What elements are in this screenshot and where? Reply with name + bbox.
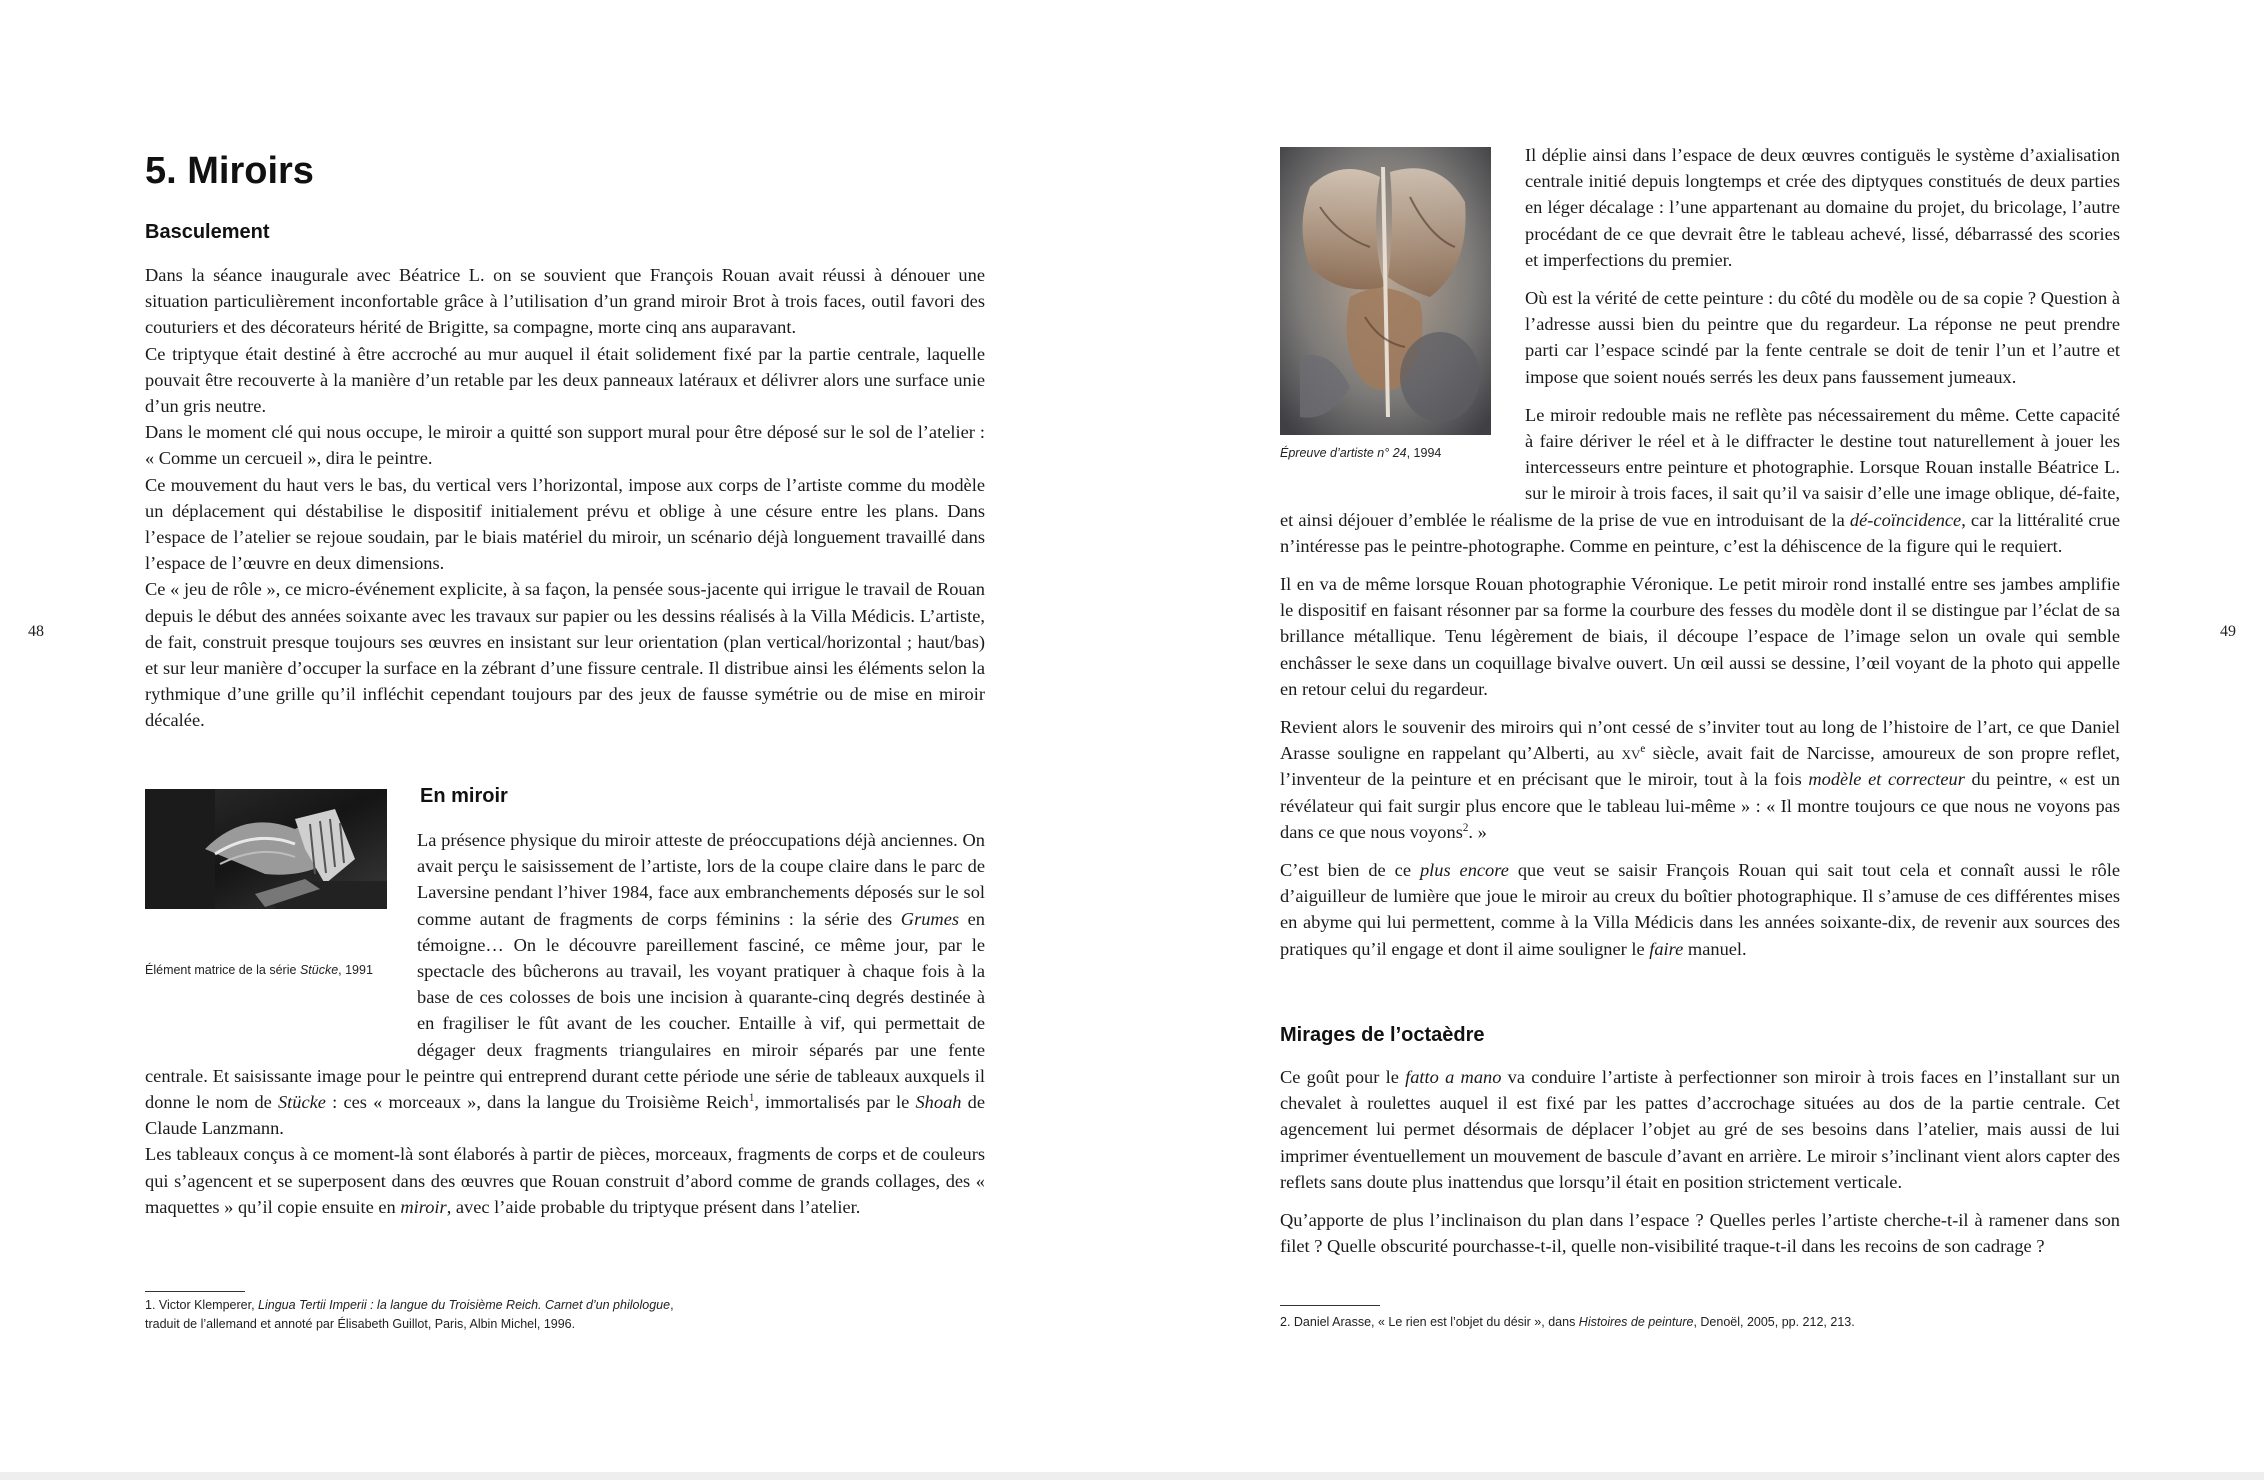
paragraph: La présence physique du miroir atteste de préoccupations déjà anciennes. On avait perçu le saisissement de l’artiste, lors de la coupe claire dans le parc de Laversine pendant l’hiver 1984, face aux embranchements déposés sur le sol comme autant de fragments de corps féminins : la série des Grumes en témoigne… On le découvre pareillement fasciné, ce même jour, par le spectacle des bûcherons au travail, les voyant pratiquer à chaque fois à la base de ces colosses de bois une incision à quarante-cinq degrés destinée à en fragiliser le fût avant de les coucher. Entaille à vif, qui permettait de dégager deux fragments triangulaires en miroir séparés par une fente centrale. Et saisissante image pour le peintre qui entreprend durant cette période une série de tableaux auxquels il donne le nom de Stücke : ces « morceaux », dans la langue du Troisième Reich$^1$, immortalisés par le Shoah de Claude Lanzmann. bbox=[145, 830, 986, 1139]
paragraph: Où est la vérité de cette peinture : du côté du modèle ou de sa copie ? Question à l’adresse aussi bien du peintre que du regardeur. La réponse ne peut prendre parti car l’espace scindé par la fente centrale se doit de tenir l’un et l’autre et impose que soient noués serrés les deux pans faussement jumeaux. bbox=[1525, 288, 2120, 387]
right-text-main bbox=[1280, 142, 2120, 962]
paragraph: C’est bien de ce plus encore que veut se saisir François Rouan qui sait tout cela et connaît aussi le rôle d’aiguilleur de lumière que joue le miroir au creux du boîtier photographique. Il s’amuse de ces différentes mises en abyme qui lui permettent, comme à la Villa Médicis dans les années soixante-dix, de revenir aux sources des pratiques qu’il engage et dont il aime souligner le faire manuel. bbox=[1280, 860, 2120, 959]
footnote-1: 1. Victor Klemperer, Lingua Tertii Imperii : la langue du Troisième Reich. Carnet d’un philologue, traduit de l’allemand et annoté par Élisabeth Guillot, Paris, Albin Michel, 1996. bbox=[145, 1298, 674, 1331]
paragraph: Ce « jeu de rôle », ce micro-événement explicite, à sa façon, la pensée sous-jacente qui irrigue le travail de Rouan depuis le début des années soixante avec les travaux sur papier ou les dessins réalisés à la Villa Médicis. L’artiste, de fait, construit presque toujours ses œuvres en insistant sur leur orientation (plan vertical/horizontal ; haut/bas) et sur leur manière d’occuper la surface en la zébrant d’une fissure centrale. Il distribue ainsi les éléments selon la rythmique d’une grille qu’il infléchit cependant toujours par des jeux de fausse symétrie ou de mise en miroir décalée. bbox=[145, 579, 985, 731]
paragraph: Ce mouvement du haut vers le bas, du vertical vers l’horizontal, impose aux corps de l’artiste comme du modèle un déplacement qui déstabilise le dispositif initialement prévu et oblige à une césure entre les plans. Dans l’espace de l’atelier se rejoue soudain, par le biais matériel du miroir, un scénario déjà longuement travaillé dans l’espace de l’œuvre en deux dimensions. bbox=[145, 474, 985, 574]
page-number-left: 48 bbox=[28, 623, 44, 640]
photo-stucke bbox=[145, 789, 387, 909]
bottom-bar bbox=[0, 1472, 2264, 1480]
paragraph: Dans la séance inaugurale avec Béatrice L. on se souvient que François Rouan avait réussi à dénouer une situation particulièrement inconfortable grâce à l’utilisation d’un grand miroir Brot à trois faces, outil favori des couturiers et des décorateurs hérité de Brigitte, sa compagne, morte cinq ans auparavant. bbox=[145, 265, 985, 338]
paragraph: Il déplie ainsi dans l’espace de deux œuvres contiguës le système d’axialisation centrale initié depuis longtemps et crée des diptyques constitués de deux parties en léger décalage : l’une appartenant au domaine du projet, du bricolage, l’autre procédant de ce que devrait être le tableau achevé, lissé, débarrassé des scories et imperfections du premier. bbox=[1525, 145, 2120, 270]
caption-epreuve: Épreuve d’artiste n° 24, 1994 bbox=[1280, 446, 1442, 460]
section-title-en-miroir: En miroir bbox=[420, 785, 508, 807]
paragraph: Il en va de même lorsque Rouan photographie Véronique. Le petit miroir rond installé entre ses jambes amplifie le dispositif en faisant résonner par sa forme la courbure des fesses du modèle dont il se distingue par l’éclat de sa brillance métallique. Tenu légèrement de biais, il découpe l’espace de l’image selon un ovale qui semble enchâsser le sexe dans un coquillage bivalve ouvert. Un œil aussi se dessine, l’œil voyant de la photo qui appelle en retour celui du regardeur. bbox=[1280, 574, 2120, 699]
basculement-text bbox=[145, 262, 985, 734]
page-number-right: 49 bbox=[2220, 623, 2236, 640]
paragraph: Qu’apporte de plus l’inclinaison du plan dans l’espace ? Quelles perles l’artiste cherche-t-il à ramener dans son filet ? Quelle obscurité pourchasse-t-il, quelle non-visibilité traque-t-il dans les recoins de son cadrage ? bbox=[1280, 1210, 2120, 1257]
footnote-rule-right bbox=[1280, 1305, 1380, 1306]
chapter-title: 5. Miroirs bbox=[145, 150, 314, 192]
paragraph: Les tableaux conçus à ce moment-là sont élaborés à partir de pièces, morceaux, fragments de corps et de couleurs qui s’agencent et se superposent dans des œuvres que Rouan construit d’abord comme de grands collages, des « maquettes » qu’il copie ensuite en miroir, avec l’aide probable du triptyque présent dans l’atelier. bbox=[145, 1144, 985, 1217]
section-title-basculement: Basculement bbox=[145, 221, 270, 243]
paragraph: Revient alors le souvenir des miroirs qui n’ont cessé de s’inviter tout au long de l’histoire de l’art, ce que Daniel Arasse souligne en rappelant qu’Alberti, au $xv^e$ siècle, avait fait de Narcisse, amoureux de son propre reflet, l’inventeur de la peinture et en précisant que le miroir, tout à la fois modèle et correcteur du peintre, « est un révélateur qui fait surgir plus encore que le tableau lui-même » : « Il montre toujours ce que nous ne voyons pas dans ce que nous voyons$^2$. » bbox=[1280, 717, 2120, 842]
paragraph: Ce goût pour le fatto a mano va conduire l’artiste à perfectionner son miroir à trois faces en l’installant sur un chevalet à roulettes auquel il est fixé par les pattes d’accrochage situées au dos de la partie centrale. Cet agencement lui permet désormais de déplacer l’objet au gré de ses besoins dans l’atelier, mais aussi de lui imprimer éventuellement un mouvement de bascule d’avant en arrière. Le miroir s’inclinant vient alors capter des reflets sans doute plus inattendus que lorsqu’il était en position strictement verticale. bbox=[1280, 1067, 2121, 1192]
float-spacer-right bbox=[1280, 142, 1525, 484]
paragraph: Ce triptyque était destiné à être accroché au mur auquel il était solidement fixé par la partie centrale, laquelle pouvait être recouverte à la manière d’un retable par les deux panneaux latéraux et délivrer alors une surface unie d’un gris neutre. bbox=[145, 343, 985, 417]
caption-stucke: Élément matrice de la série Stücke, 1991 bbox=[145, 963, 373, 977]
section-title-mirages: Mirages de l’octaèdre bbox=[1280, 1024, 1485, 1046]
footnote-rule-left bbox=[145, 1291, 245, 1292]
paragraph: Dans le moment clé qui nous occupe, le miroir a quitté son support mural pour être déposé sur le sol de l’atelier : « Comme un cercueil », dira le peintre. bbox=[145, 422, 985, 469]
paragraph: Le miroir redouble mais ne reflète pas nécessairement du même. Cette capacité à faire dériver le réel et à le diffracter le destine tout naturellement à jouer les intercesseurs entre peinture et photographie. Lorsque Rouan installe Béatrice L. sur le miroir à trois faces, il sait qu’il va saisir d’elle une image oblique, dé-faite, et ainsi déjouer d’emblée le réalisme de la prise de vue en introduisant de la dé-coïncidence, car la littéralité crue n’intéresse pas le peintre-photographe. Comme en peinture, c’est la déhiscence de la figure qui le requiert. bbox=[1280, 404, 2121, 556]
mirages-text bbox=[1280, 1064, 2120, 1259]
footnote-2: 2. Daniel Arasse, « Le rien est l’objet du désir », dans Histoires de peinture, Denoël, 2005, pp. 212, 213. bbox=[1280, 1315, 1855, 1329]
